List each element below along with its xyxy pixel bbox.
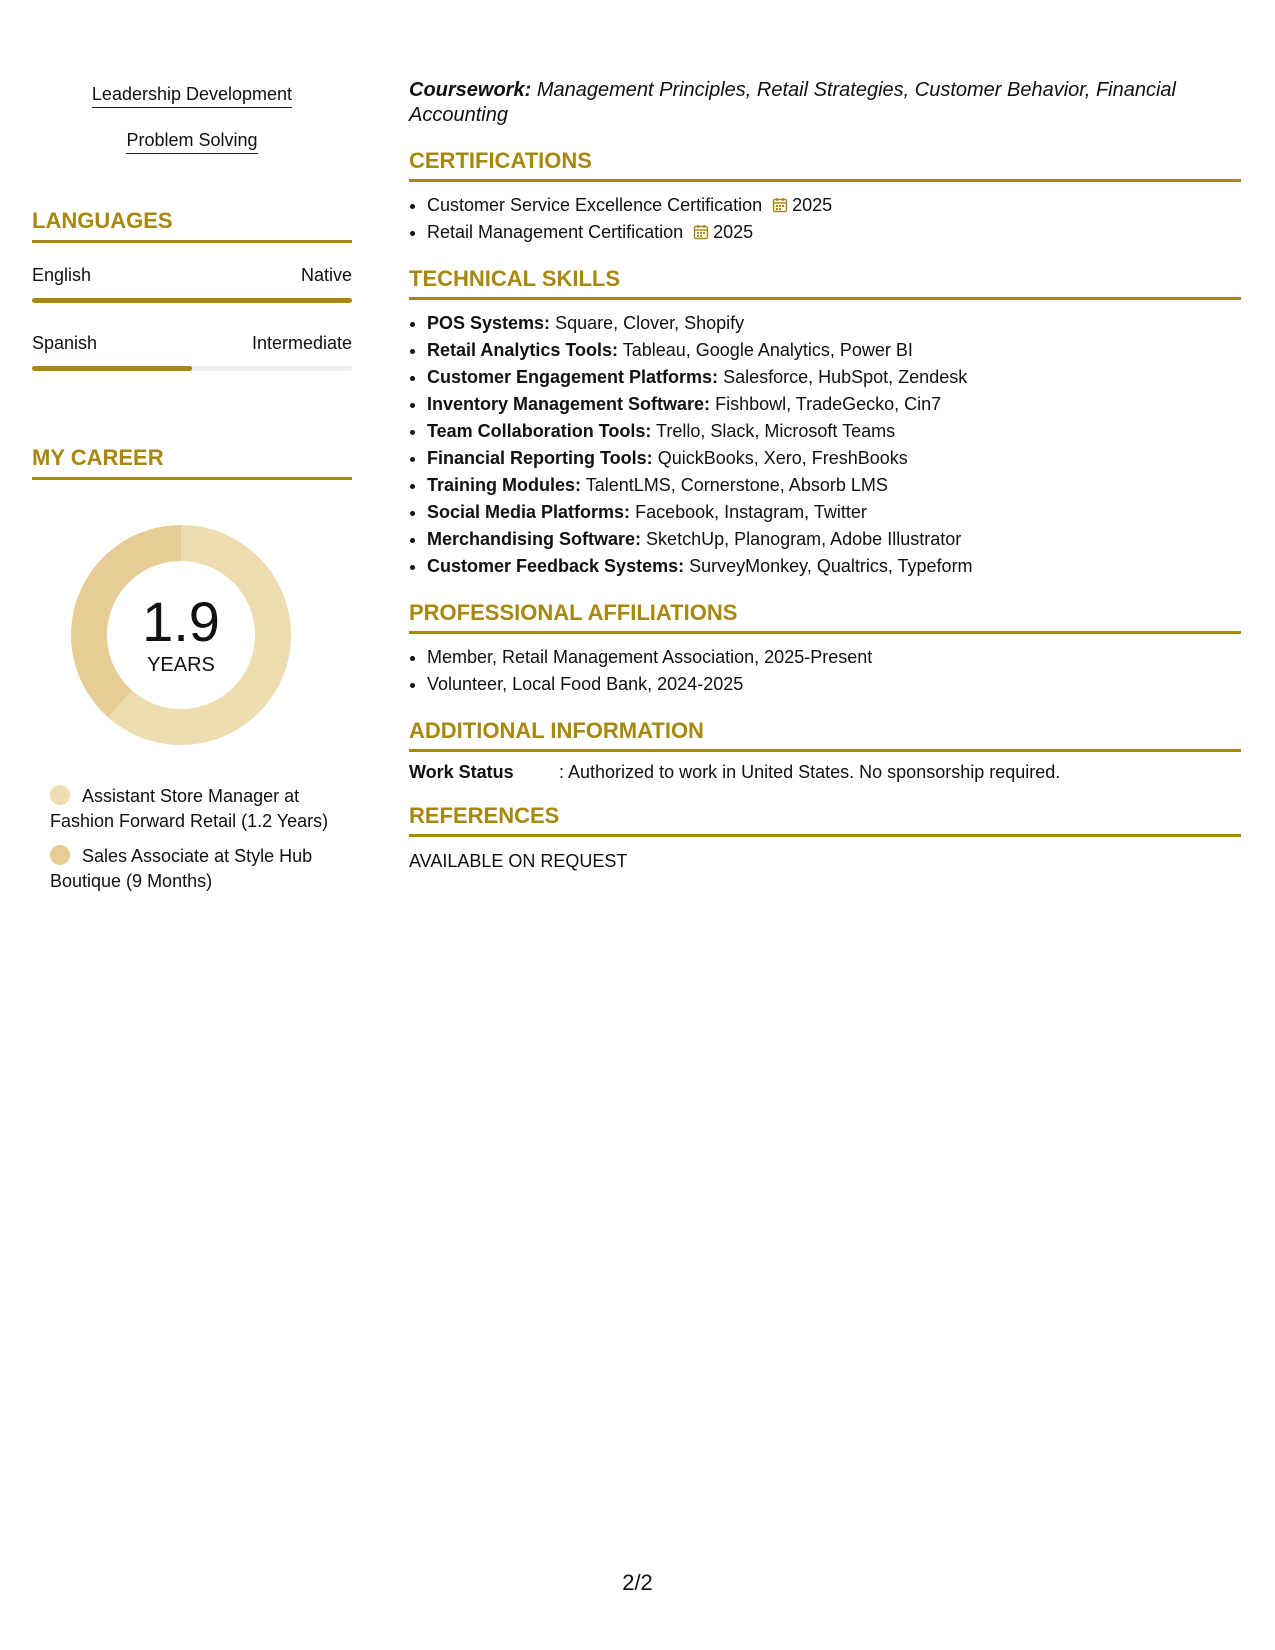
language-row-english [32, 265, 352, 286]
skill-value: Fishbowl, TradeGecko, Cin7 [715, 394, 942, 414]
certifications-list [409, 192, 1241, 246]
language-name: Spanish [32, 333, 98, 353]
coursework-label: Coursework: [409, 79, 532, 101]
skill-label: Inventory Management Software: [427, 394, 711, 414]
career-total-value: 1.9 [142, 589, 220, 653]
skill-label: Training Modules: [427, 475, 582, 495]
technical-skills-heading: TECHNICAL SKILLS [409, 266, 1241, 300]
technical-skill-item [427, 337, 1241, 364]
references-section [409, 803, 1241, 872]
page-number: 2/2 [622, 1570, 653, 1595]
technical-skill-item [427, 472, 1241, 499]
language-bar-fill [32, 366, 192, 371]
right-column [409, 78, 1241, 872]
skill-value: Salesforce, HubSpot, Zendesk [723, 367, 968, 387]
skill-problem-solving[interactable]: Problem Solving [126, 130, 257, 154]
skill-value: Square, Clover, Shopify [555, 313, 745, 333]
technical-skill-item [427, 553, 1241, 580]
technical-skills-list [409, 310, 1241, 580]
donut-center [66, 520, 296, 750]
skill-label: Team Collaboration Tools: [427, 421, 652, 441]
career-legend [50, 784, 340, 894]
certification-item [427, 192, 1241, 219]
skill-value: QuickBooks, Xero, FreshBooks [657, 448, 908, 468]
technical-skill-item [427, 445, 1241, 472]
technical-skill-item [427, 526, 1241, 553]
language-name: English [32, 265, 92, 285]
career-total-unit: YEARS [147, 653, 215, 676]
certification-year: 2025 [792, 195, 833, 215]
affiliations-section [409, 600, 1241, 698]
career-donut-chart [66, 520, 296, 750]
calendar-icon [772, 197, 788, 213]
affiliations-heading: PROFESSIONAL AFFILIATIONS [409, 600, 1241, 634]
certification-name: Customer Service Excellence Certification [427, 195, 763, 215]
career-legend-item [50, 784, 340, 834]
work-status-row [409, 762, 1241, 783]
skill-value: Tableau, Google Analytics, Power BI [622, 340, 913, 360]
skill-value: SketchUp, Planogram, Adobe Illustrator [646, 529, 962, 549]
technical-skills-section [409, 266, 1241, 580]
career-legend-text: Assistant Store Manager at Fashion Forward Retail (1.2 Years) [50, 786, 329, 831]
skill-label: Retail Analytics Tools: [427, 340, 619, 360]
work-status-label: Work Status [409, 762, 514, 782]
certifications-section [409, 148, 1241, 246]
technical-skill-item [427, 364, 1241, 391]
language-bar-english [32, 298, 352, 303]
references-text: AVAILABLE ON REQUEST [409, 851, 628, 871]
skill-label: Customer Engagement Platforms: [427, 367, 719, 387]
technical-skill-item [427, 310, 1241, 337]
certification-name: Retail Management Certification [427, 222, 684, 242]
skill-value: Facebook, Instagram, Twitter [635, 502, 867, 522]
technical-skill-item [427, 499, 1241, 526]
language-row-spanish [32, 333, 352, 354]
skill-value: SurveyMonkey, Qualtrics, Typeform [689, 556, 973, 576]
coursework-text: Management Principles, Retail Strategies, Customer Behavior, Financial Accounting [409, 79, 1177, 126]
language-bar-fill [32, 298, 352, 303]
references-heading: REFERENCES [409, 803, 1241, 837]
career-legend-item [50, 844, 340, 894]
calendar-icon [693, 224, 709, 240]
skill-label: POS Systems: [427, 313, 551, 333]
affiliation-item: • Member, Retail Management Association, 2025-Present [427, 644, 1241, 671]
skill-label: Customer Feedback Systems: [427, 556, 685, 576]
certification-year: 2025 [713, 222, 754, 242]
certification-item [427, 219, 1241, 246]
legend-dot-icon [50, 785, 70, 805]
affiliation-item: • Volunteer, Local Food Bank, 2024-2025 [427, 671, 1241, 698]
affiliations-list [409, 644, 1241, 698]
languages-heading: LANGUAGES [32, 208, 352, 243]
skill-leadership-development[interactable]: Leadership Development [92, 84, 292, 108]
work-status-value: : Authorized to work in United States. No sponsorship required. [559, 762, 1061, 782]
left-column [32, 84, 352, 894]
language-level: Native [300, 265, 352, 285]
skill-label: Social Media Platforms: [427, 502, 631, 522]
coursework [409, 78, 1241, 128]
additional-info-heading: ADDITIONAL INFORMATION [409, 718, 1241, 752]
skill-label: Financial Reporting Tools: [427, 448, 653, 468]
career-heading: MY CAREER [32, 445, 352, 480]
skill-label: Merchandising Software: [427, 529, 642, 549]
language-bar-spanish [32, 366, 352, 371]
additional-info-section [409, 718, 1241, 783]
career-legend-text: Sales Associate at Style Hub Boutique (9 Months) [50, 846, 313, 891]
skill-value: TalentLMS, Cornerstone, Absorb LMS [585, 475, 888, 495]
skill-value: Trello, Slack, Microsoft Teams [656, 421, 896, 441]
certifications-heading: CERTIFICATIONS [409, 148, 1241, 182]
technical-skill-item [427, 391, 1241, 418]
legend-dot-icon [50, 845, 70, 865]
language-level: Intermediate [251, 333, 352, 353]
technical-skill-item [427, 418, 1241, 445]
